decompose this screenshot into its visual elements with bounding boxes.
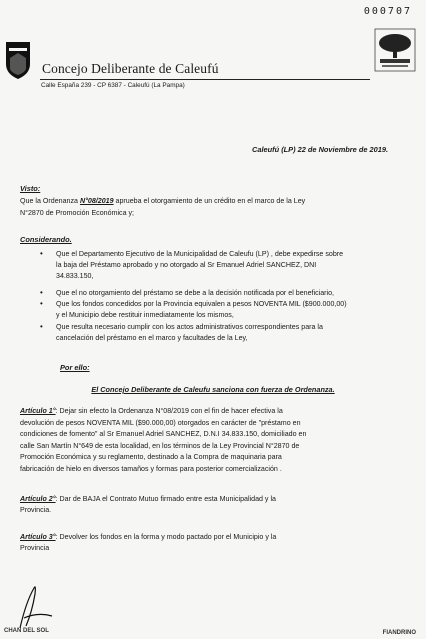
header-divider xyxy=(40,79,370,80)
considerando-item xyxy=(40,299,396,321)
article-line: condiciones de fomento" al Sr Emanuel Adriel SANCHEZ, D.N.I 34.833.150, domiciliado en xyxy=(20,430,307,439)
article-line: Provincia. xyxy=(20,506,52,515)
date-line: Caleufú (LP) 22 de Noviembre de 2019. xyxy=(252,145,388,154)
article-line: devolución de pesos NOVENTA MIL ($90.000,00) otorgados en carácter de "préstamo en xyxy=(20,418,301,427)
article-1 xyxy=(20,406,392,476)
visto-heading xyxy=(20,183,392,195)
article-label: Artículo 3° xyxy=(20,533,56,541)
considerando-heading xyxy=(20,234,392,246)
ordinance-number: N°08/2019 xyxy=(79,197,114,205)
visto-label: Visto: xyxy=(20,184,41,193)
considerando-line: • Que resulta necesario cumplir con los actos administrativos correspondientes para la xyxy=(56,323,323,331)
considerando-label: Considerando. xyxy=(20,235,72,244)
considerando-line: cancelación del préstamo en el marco y facultades de la Ley, xyxy=(56,333,248,342)
article-line: : Devolver los fondos en la forma y modo pactado por el Municipio y la xyxy=(55,533,277,541)
article-line: Provincia xyxy=(20,544,50,553)
footer-stamp-left: CHAN DEL SOL xyxy=(4,628,49,634)
por-ello xyxy=(60,362,426,374)
visto-text-post: aprueba el otorgamiento de un crédito en el marco de la Ley xyxy=(113,197,306,205)
considerando-line: la baja del Préstamo aprobado y no otorgado al Sr Emanuel Adriel SANCHEZ, DNI xyxy=(56,260,317,269)
document-number: 000707 xyxy=(363,6,412,17)
article-line: calle San Martín N°649 de esta localidad, en los términos de la Ley Provincial N°2870 de xyxy=(20,441,300,450)
article-3 xyxy=(20,532,392,555)
considerando-item xyxy=(40,249,396,281)
considerando-line: 34.833.150, xyxy=(56,271,94,280)
article-label: Artículo 1° xyxy=(20,407,56,415)
council-title: Concejo Deliberante de Caleufú xyxy=(42,61,219,76)
considerando-line: • Que el Departamento Ejecutivo de la Municipalidad de Caleufu (LP) , debe expedirse sobre xyxy=(56,250,344,258)
por-ello-label: Por ello: xyxy=(60,363,90,372)
considerando-item xyxy=(40,288,396,299)
handwritten-signature xyxy=(16,582,60,632)
footer-stamp-right: FIANDRINO xyxy=(382,630,416,636)
council-address: Calle España 239 - CP 6387 - Caleufú (La Pampa) xyxy=(41,82,185,89)
sanction-statement: El Concejo Deliberante de Caleufu sanciona con fuerza de Ordenanza. xyxy=(91,385,335,394)
article-line: Promoción Económica y su reglamento, destinado a la Compra de maquinaria para xyxy=(20,453,282,462)
considerando-item xyxy=(40,322,396,344)
visto-text-pre: Que la Ordenanza xyxy=(20,197,80,205)
article-line: fabricación de hielo en diversos tamaños y formas para posterior comercialización . xyxy=(20,464,282,473)
considerando-line: • Que los fondos concedidos por la Provincia equivalen a pesos NOVENTA MIL ($900.000,00) xyxy=(56,300,347,308)
considerando-line: y el Municipio debe restituir inmediatamente los mismos, xyxy=(56,310,234,319)
article-label: Artículo 2° xyxy=(20,495,56,503)
considerando-line: • Que el no otorgamiento del préstamo se debe a la decisión notificada por el beneficiario, xyxy=(56,289,335,297)
visto-line-1 xyxy=(20,196,392,207)
municipal-shield-logo xyxy=(4,40,32,80)
article-line: : Dar de BAJA el Contrato Mutuo firmado entre esta Municipalidad y la xyxy=(55,495,276,503)
visto-line-2: N°2870 de Promoción Económica y; xyxy=(20,209,135,217)
article-2 xyxy=(20,494,392,517)
tree-seal-logo xyxy=(374,28,416,72)
article-line: : Dejar sin efecto la Ordenanza N°08/2019 con el fin de hacer efectiva la xyxy=(55,407,283,415)
